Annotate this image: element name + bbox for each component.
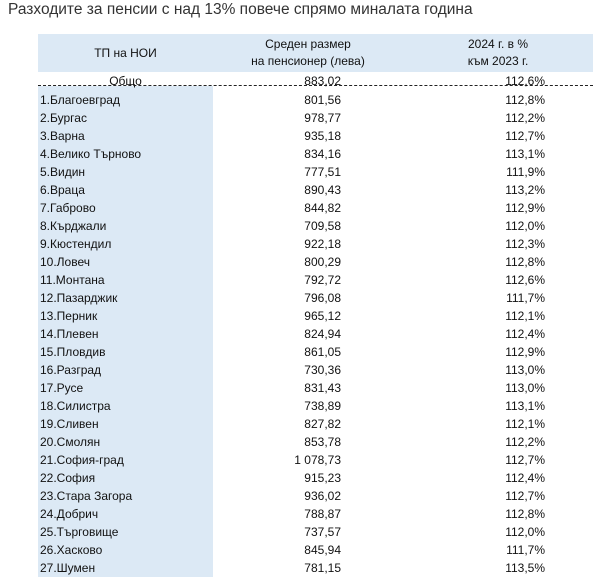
- branch-name: 7.Габрово: [40, 201, 96, 215]
- table-row: [38, 523, 593, 541]
- branch-name: 20.Смолян: [40, 435, 101, 449]
- branch-name: 11.Монтана: [40, 273, 105, 287]
- table-row: [38, 253, 593, 271]
- percent-change: 112,2%: [505, 111, 545, 125]
- header-percent-change-line1: 2024 г. в %: [468, 37, 528, 51]
- branch-name: 6.Враца: [40, 183, 85, 197]
- average-pension: 788,87: [304, 507, 341, 521]
- table-row: [38, 559, 593, 577]
- table-row: [38, 343, 593, 361]
- branch-name: 1.Благоевград: [40, 93, 120, 107]
- average-pension: 730,36: [304, 363, 341, 377]
- table-row: [38, 505, 593, 523]
- branch-name: 17.Русе: [40, 381, 84, 395]
- percent-change: 112,6%: [505, 273, 545, 287]
- average-pension: 844,82: [304, 201, 341, 215]
- percent-change: 112,8%: [505, 93, 545, 107]
- percent-change: 112,9%: [505, 201, 545, 215]
- total-row: [38, 72, 593, 90]
- percent-change: 112,8%: [505, 255, 545, 269]
- branch-name: 8.Кърджали: [40, 219, 107, 233]
- average-pension: 792,72: [304, 273, 341, 287]
- table-row: [38, 127, 593, 145]
- average-pension: 777,51: [304, 165, 341, 179]
- average-pension: 845,94: [304, 543, 341, 557]
- percent-change: 112,1%: [505, 309, 545, 323]
- percent-change: 112,1%: [505, 417, 545, 431]
- table-row: [38, 451, 593, 469]
- percent-change: 113,1%: [505, 399, 545, 413]
- percent-change: 113,2%: [505, 183, 545, 197]
- average-pension: 831,43: [304, 381, 341, 395]
- percent-change: 113,0%: [505, 363, 545, 377]
- average-pension: 978,77: [304, 111, 341, 125]
- table-row: [38, 289, 593, 307]
- percent-change: 112,7%: [505, 489, 545, 503]
- average-pension: 709,58: [304, 219, 341, 233]
- header-average-pension-line2: на пенсионер (лева): [251, 54, 365, 68]
- branch-name: 9.Кюстендил: [40, 237, 112, 251]
- average-pension: 737,57: [304, 525, 341, 539]
- percent-change: 113,0%: [505, 381, 545, 395]
- table-row: [38, 307, 593, 325]
- branch-name: 3.Варна: [40, 129, 85, 143]
- header-branch-label: ТП на НОИ: [94, 45, 157, 60]
- branch-name: 21.София-град: [40, 453, 124, 467]
- table-row: [38, 163, 593, 181]
- header-percent-change-line2: към 2023 г.: [467, 54, 529, 68]
- branch-name: 22.София: [40, 471, 96, 485]
- percent-change: 111,9%: [506, 165, 545, 179]
- average-pension: 800,29: [304, 255, 341, 269]
- table-row: [38, 325, 593, 343]
- table-row: [38, 415, 593, 433]
- branch-name: 13.Перник: [40, 309, 98, 323]
- page-title: Разходите за пенсии с над 13% повече спрямо миналата година: [8, 1, 473, 18]
- average-pension: 834,16: [304, 147, 341, 161]
- branch-name: 5.Видин: [40, 165, 86, 179]
- branch-name: 12.Пазарджик: [40, 291, 118, 305]
- table-header: [38, 34, 593, 72]
- table-row: [38, 217, 593, 235]
- table-row: [38, 433, 593, 451]
- average-pension: 796,08: [304, 291, 341, 305]
- average-pension: 935,18: [304, 129, 341, 143]
- table-row: [38, 145, 593, 163]
- table-row: [38, 199, 593, 217]
- branch-name: 24.Добрич: [40, 507, 99, 521]
- branch-name: 15.Пловдив: [40, 345, 106, 359]
- average-pension: 781,15: [304, 561, 341, 575]
- branch-name: 14.Плевен: [40, 327, 99, 341]
- percent-change: 111,7%: [506, 291, 545, 305]
- average-pension: 890,43: [304, 183, 341, 197]
- percent-change: 112,3%: [505, 237, 545, 251]
- branch-name: 4.Велико Търново: [40, 147, 142, 161]
- average-pension: 861,05: [304, 345, 341, 359]
- table-row: [38, 469, 593, 487]
- branch-name: 27.Шумен: [40, 561, 96, 575]
- branch-name: 19.Сливен: [40, 417, 99, 431]
- table-row: [38, 271, 593, 289]
- table-row: [38, 487, 593, 505]
- average-pension: 936,02: [304, 489, 341, 503]
- table-row: [38, 235, 593, 253]
- percent-change: 112,4%: [505, 471, 545, 485]
- table-row: [38, 91, 593, 109]
- branch-name: 2.Бургас: [40, 111, 87, 125]
- branch-name: 10.Ловеч: [40, 255, 90, 269]
- branch-name: 25.Търговище: [40, 525, 119, 539]
- percent-change: 112,4%: [505, 327, 545, 341]
- percent-change: 112,2%: [505, 435, 545, 449]
- table-row: [38, 541, 593, 559]
- pension-table: [38, 34, 593, 577]
- branch-name: 16.Разград: [40, 363, 102, 377]
- header-percent-change: [403, 34, 593, 74]
- average-pension: 965,12: [304, 309, 341, 323]
- table-row: [38, 361, 593, 379]
- percent-change: 112,7%: [505, 129, 545, 143]
- percent-change: 111,7%: [506, 543, 545, 557]
- header-branch: [38, 34, 213, 72]
- average-pension: 853,78: [304, 435, 341, 449]
- average-pension: 801,56: [304, 93, 341, 107]
- average-pension: 824,94: [304, 327, 341, 341]
- average-pension: 827,82: [304, 417, 341, 431]
- branch-name: 23.Стара Загора: [40, 489, 133, 503]
- percent-change: 113,5%: [505, 561, 545, 575]
- total-pension: 883,02: [304, 74, 341, 88]
- table-row: [38, 397, 593, 415]
- percent-change: 112,8%: [505, 507, 545, 521]
- total-label: Общо: [109, 74, 142, 88]
- average-pension: 738,89: [304, 399, 341, 413]
- percent-change: 112,7%: [505, 453, 545, 467]
- total-percent: 112,6%: [505, 74, 545, 88]
- percent-change: 112,0%: [505, 525, 545, 539]
- table-row: [38, 379, 593, 397]
- header-average-pension-line1: Среден размер: [265, 37, 351, 51]
- average-pension: 915,23: [304, 471, 341, 485]
- percent-change: 113,1%: [505, 147, 545, 161]
- average-pension: 922,18: [304, 237, 341, 251]
- branch-name: 18.Силистра: [40, 399, 111, 413]
- percent-change: 112,0%: [505, 219, 545, 233]
- table-row: [38, 181, 593, 199]
- average-pension: 1 078,73: [294, 453, 341, 467]
- branch-name: 26.Хасково: [40, 543, 103, 557]
- header-average-pension: [213, 34, 403, 74]
- percent-change: 112,9%: [505, 345, 545, 359]
- table-row: [38, 109, 593, 127]
